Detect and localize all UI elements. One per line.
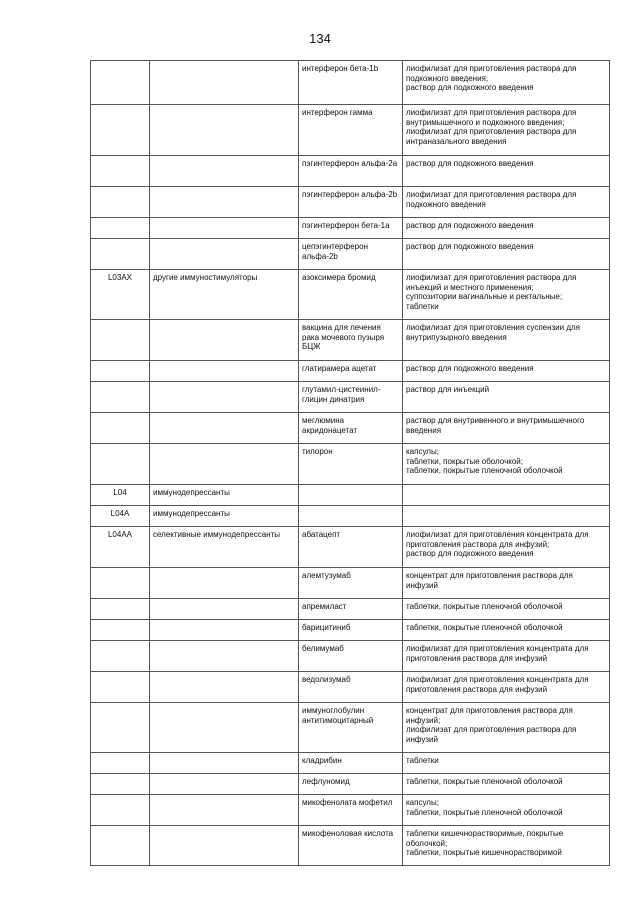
table-row — [91, 485, 610, 506]
atc-code-cell — [91, 444, 150, 485]
table-row — [91, 641, 610, 672]
drug-name-cell — [299, 218, 403, 239]
drug-name-cell — [299, 444, 403, 485]
pharmacological-group-cell: другие иммуностимуляторы — [150, 270, 299, 320]
dosage-form-cell — [403, 672, 610, 703]
dosage-form-cell — [403, 485, 610, 506]
drug-name-text: пэгинтерферон альфа-2b — [302, 190, 398, 199]
drug-name-text: интерферон бета-1b — [302, 64, 379, 73]
dosage-form-line: суппозитории вагинальные и ректальные; — [406, 292, 563, 301]
dosage-form-line: таблетки, покрытые пленочной оболочкой — [406, 623, 563, 632]
table-row — [91, 187, 610, 218]
atc-code-cell: L04A — [91, 506, 150, 527]
pharmacological-group-cell — [150, 826, 299, 866]
pharmacological-group-cell — [150, 361, 299, 382]
atc-code-cell — [91, 156, 150, 187]
drug-name-text: пэгинтерферон бета-1a — [302, 221, 390, 230]
atc-code-cell — [91, 774, 150, 795]
drug-name-cell — [299, 320, 403, 361]
dosage-form-cell — [403, 703, 610, 753]
pharmacological-group-cell — [150, 187, 299, 218]
table-row — [91, 270, 610, 320]
table-row — [91, 506, 610, 527]
pharmacological-group-cell — [150, 239, 299, 270]
drug-name-cell — [299, 270, 403, 320]
atc-code-cell — [91, 239, 150, 270]
atc-code-cell — [91, 795, 150, 826]
dosage-form-line: лиофилизат для приготовления концентрата для приготовления раствора для инфузий — [406, 675, 589, 694]
drug-name-cell — [299, 620, 403, 641]
atc-code-cell — [91, 105, 150, 156]
dosage-form-line: таблетки — [406, 756, 439, 765]
drug-name-cell — [299, 599, 403, 620]
table-row — [91, 620, 610, 641]
dosage-form-cell — [403, 753, 610, 774]
dosage-form-line: таблетки, покрытые пленочной оболочкой — [406, 807, 563, 817]
table-row — [91, 826, 610, 866]
atc-code-cell — [91, 187, 150, 218]
atc-code-cell — [91, 672, 150, 703]
dosage-form-cell — [403, 218, 610, 239]
dosage-form-line: лиофилизат для приготовления концентрата для приготовления раствора для инфузий; — [406, 530, 589, 549]
table-row — [91, 382, 610, 413]
pharmacological-group-cell — [150, 413, 299, 444]
dosage-form-line: лиофилизат для приготовления раствора для подкожного введения; — [406, 64, 577, 83]
drug-name-text: лефлуномид — [302, 777, 350, 786]
drug-name-text: азоксимера бромид — [302, 273, 376, 282]
pharmacological-group-cell — [150, 218, 299, 239]
drug-name-text: глатирамера ацетат — [302, 364, 377, 373]
drug-name-text: микофенолата мофетил — [302, 798, 393, 807]
dosage-form-cell — [403, 826, 610, 866]
dosage-form-line: лиофилизат для приготовления концентрата для приготовления раствора для инфузий — [406, 644, 589, 663]
pharmacological-group-cell — [150, 599, 299, 620]
drug-name-cell — [299, 568, 403, 599]
pharmacological-group-cell: иммунодепрессанты — [150, 506, 299, 527]
drug-name-cell — [299, 795, 403, 826]
pharmacological-group-cell — [150, 382, 299, 413]
table-row — [91, 672, 610, 703]
table-row — [91, 703, 610, 753]
table-row — [91, 156, 610, 187]
drug-name-cell — [299, 506, 403, 527]
atc-code-cell: L04AA — [91, 527, 150, 568]
table-row — [91, 444, 610, 485]
pharmacological-group-cell — [150, 774, 299, 795]
dosage-form-line: таблетки, покрытые пленочной оболочкой — [406, 602, 563, 611]
atc-code-cell — [91, 361, 150, 382]
drug-name-text: микофеноловая кислота — [302, 829, 394, 838]
dosage-form-cell — [403, 156, 610, 187]
drug-name-cell — [299, 774, 403, 795]
drug-name-text: кладрибин — [302, 756, 342, 765]
dosage-form-cell — [403, 641, 610, 672]
drug-name-cell — [299, 239, 403, 270]
pharmacological-group-cell — [150, 753, 299, 774]
table-row — [91, 527, 610, 568]
table-row — [91, 599, 610, 620]
drug-name-cell — [299, 753, 403, 774]
dosage-form-line: капсулы; — [406, 798, 439, 807]
dosage-form-cell — [403, 527, 610, 568]
drug-name-cell — [299, 413, 403, 444]
dosage-form-line: таблетки, покрытые кишечнорастворимой — [406, 848, 562, 857]
drug-name-text: барицитиниб — [302, 623, 351, 632]
dosage-form-cell — [403, 105, 610, 156]
atc-code-cell — [91, 641, 150, 672]
pharmacological-group-cell — [150, 320, 299, 361]
atc-code-cell — [91, 218, 150, 239]
dosage-form-line: капсулы; — [406, 447, 439, 456]
table-row — [91, 568, 610, 599]
atc-code-cell — [91, 568, 150, 599]
dosage-form-line: лиофилизат для приготовления раствора для подкожного введения — [406, 190, 577, 209]
drug-name-text: апремиласт — [302, 602, 347, 611]
pharmacological-group-cell — [150, 61, 299, 105]
dosage-form-line: раствор для подкожного введения — [406, 83, 534, 92]
atc-code-cell — [91, 703, 150, 753]
drug-name-text: алемтузумаб — [302, 571, 351, 580]
atc-code-cell — [91, 413, 150, 444]
table-row — [91, 239, 610, 270]
dosage-form-line: лиофилизат для приготовления раствора для интраназального введения — [406, 127, 577, 146]
dosage-form-cell — [403, 187, 610, 218]
atc-code-cell — [91, 320, 150, 361]
dosage-form-cell — [403, 413, 610, 444]
atc-code-cell — [91, 753, 150, 774]
table-row — [91, 218, 610, 239]
atc-code-cell — [91, 61, 150, 105]
drug-name-cell — [299, 61, 403, 105]
table-row — [91, 320, 610, 361]
dosage-form-line: таблетки, покрытые пленочной оболочкой — [406, 466, 563, 475]
drug-name-cell — [299, 641, 403, 672]
dosage-form-line: раствор для инъекций — [406, 385, 490, 394]
drug-name-text: тилорон — [302, 447, 333, 456]
dosage-form-line: таблетки кишечнорастворимые, покрытые оболочкой; — [406, 829, 564, 848]
dosage-form-cell — [403, 444, 610, 485]
drug-name-cell — [299, 105, 403, 156]
dosage-form-line: лиофилизат для приготовления раствора для инфузий — [406, 725, 577, 744]
drug-name-cell — [299, 527, 403, 568]
drug-table — [90, 60, 610, 866]
dosage-form-cell — [403, 568, 610, 599]
drug-name-text: иммуноглобулин антитимоцитарный — [302, 706, 374, 725]
drug-name-text: вакцина для лечения рака мочевого пузыря БЦЖ — [302, 323, 385, 351]
dosage-form-cell — [403, 320, 610, 361]
dosage-form-line: концентрат для приготовления раствора для инфузий; — [406, 706, 573, 725]
dosage-form-line: раствор для подкожного введения — [406, 221, 534, 230]
drug-name-cell — [299, 156, 403, 187]
dosage-form-cell — [403, 774, 610, 795]
drug-name-cell — [299, 703, 403, 753]
drug-name-text: глутамил-цистеинил-глицин динатрия — [302, 385, 381, 404]
pharmacological-group-cell — [150, 620, 299, 641]
table-row — [91, 774, 610, 795]
table-row — [91, 61, 610, 105]
table-row — [91, 361, 610, 382]
drug-name-cell — [299, 187, 403, 218]
drug-name-cell — [299, 826, 403, 866]
table-row — [91, 795, 610, 826]
table-row — [91, 753, 610, 774]
dosage-form-cell — [403, 599, 610, 620]
drug-name-cell — [299, 382, 403, 413]
dosage-form-cell — [403, 795, 610, 826]
dosage-form-line: таблетки, покрытые пленочной оболочкой — [406, 777, 563, 786]
atc-code-cell — [91, 826, 150, 866]
drug-name-cell — [299, 361, 403, 382]
drug-name-text: интерферон гамма — [302, 108, 373, 117]
dosage-form-line: таблетки — [406, 301, 439, 311]
drug-name-text: цепэгинтерферон альфа-2b — [302, 242, 368, 261]
table-row — [91, 105, 610, 156]
drug-name-text: меглюмина акридонацетат — [302, 416, 358, 435]
dosage-form-line: раствор для внутривенного и внутримышечного введения — [406, 416, 585, 435]
table-body — [91, 61, 610, 866]
dosage-form-line: таблетки, покрытые оболочкой; — [406, 456, 523, 466]
dosage-form-cell — [403, 382, 610, 413]
atc-code-cell — [91, 382, 150, 413]
dosage-form-line: лиофилизат для приготовления раствора для инъекций и местного применения; — [406, 273, 577, 292]
pharmacological-group-cell: селективные иммунодепрессанты — [150, 527, 299, 568]
dosage-form-line: раствор для подкожного введения — [406, 159, 534, 168]
dosage-form-line: раствор для подкожного введения — [406, 242, 534, 251]
pharmacological-group-cell — [150, 568, 299, 599]
drug-name-text: белимумаб — [302, 644, 344, 653]
pharmacological-group-cell — [150, 795, 299, 826]
dosage-form-line: раствор для подкожного введения — [406, 549, 534, 558]
drug-name-text: ведолизумаб — [302, 675, 351, 684]
pharmacological-group-cell — [150, 156, 299, 187]
atc-code-cell — [91, 620, 150, 641]
dosage-form-cell — [403, 506, 610, 527]
dosage-form-line: концентрат для приготовления раствора для инфузий — [406, 571, 573, 590]
dosage-form-cell — [403, 620, 610, 641]
dosage-form-line: лиофилизат для приготовления суспензии для внутрипузырного введения — [406, 323, 581, 342]
dosage-form-cell — [403, 239, 610, 270]
drug-name-text: пэгинтерферон альфа-2a — [302, 159, 398, 168]
pharmacological-group-cell — [150, 444, 299, 485]
drug-name-cell — [299, 485, 403, 506]
atc-code-cell: L04 — [91, 485, 150, 506]
atc-code-cell: L03AX — [91, 270, 150, 320]
drug-name-text: абатацепт — [302, 530, 341, 539]
table-row — [91, 413, 610, 444]
atc-code-cell — [91, 599, 150, 620]
pharmacological-group-cell: иммунодепрессанты — [150, 485, 299, 506]
page-number: 134 — [309, 31, 331, 46]
dosage-form-cell — [403, 61, 610, 105]
drug-name-cell — [299, 672, 403, 703]
dosage-form-cell — [403, 270, 610, 320]
pharmacological-group-cell — [150, 703, 299, 753]
pharmacological-group-cell — [150, 641, 299, 672]
pharmacological-group-cell — [150, 105, 299, 156]
dosage-form-line: лиофилизат для приготовления раствора для внутримышечного и подкожного введения; — [406, 108, 577, 127]
dosage-form-cell — [403, 361, 610, 382]
dosage-form-line: раствор для подкожного введения — [406, 364, 534, 373]
pharmacological-group-cell — [150, 672, 299, 703]
